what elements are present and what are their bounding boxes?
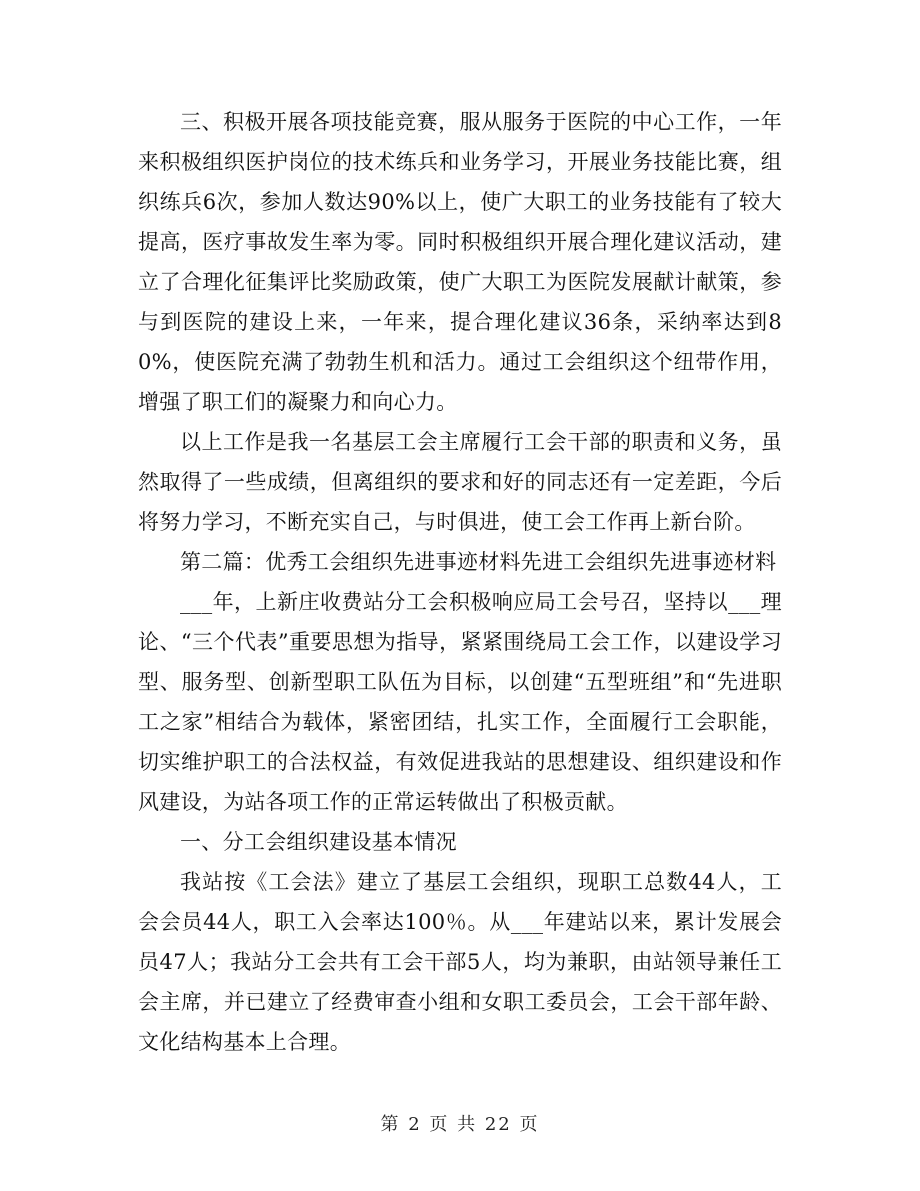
page-number-footer: 第 2 页 共 22 页 bbox=[380, 1114, 540, 1135]
paragraph-chapter-two-title: 第二篇：优秀工会组织先进事迹材料先进工会组织先进事迹材料 bbox=[180, 550, 777, 574]
document-body bbox=[138, 102, 782, 1062]
paragraph-organization-status: 我站按《工会法》建立了基层工会组织，现职工总数44人，工会会员44人，职工入会率达100％。从___年建站以来，累计发展会员47人；我站分工会共有工会干部5人，均为兼职，由站领导兼任工会主席，并已建立了经费审查小组和女职工委员会，工会干部年龄、文化结构基本上合理。 bbox=[138, 870, 782, 1054]
section-heading-organization: 一、分工会组织建设基本情况 bbox=[180, 830, 457, 854]
paragraph-skills-competition: 三、积极开展各项技能竞赛，服从服务于医院的中心工作，一年来积极组织医护岗位的技术练兵和业务学习，开展业务技能比赛，组织练兵6次，参加人数达90%以上，使广大职工的业务技能有了较大提高，医疗事故发生率为零。同时积极组织开展合理化建议活动，建立了合理化征集评比奖励政策，使广大职工为医院发展献计献策，参与到医院的建设上来，一年来，提合理化建议36条，采纳率达到80%，使医院充满了勃勃生机和活力。通过工会组织这个纽带作用，增强了职工们的凝聚力和向心力。 bbox=[138, 110, 782, 414]
paragraph-summary: 以上工作是我一名基层工会主席履行工会干部的职责和义务，虽然取得了一些成绩，但离组织的要求和好的同志还有一定差距，今后将努力学习，不断充实自己，与时俱进，使工会工作再上新台阶。 bbox=[138, 430, 782, 534]
paragraph-intro: ___年，上新庄收费站分工会积极响应局工会号召，坚持以___理论、“三个代表”重要思想为指导，紧紧围绕局工会工作，以建设学习型、服务型、创新型职工队伍为目标，以创建“五型班组”和“先进职工之家”相结合为载体，紧密团结，扎实工作，全面履行工会职能，切实维护职工的合法权益，有效促进我站的思想建设、组织建设和作风建设，为站各项工作的正常运转做出了积极贡献。 bbox=[138, 590, 782, 814]
